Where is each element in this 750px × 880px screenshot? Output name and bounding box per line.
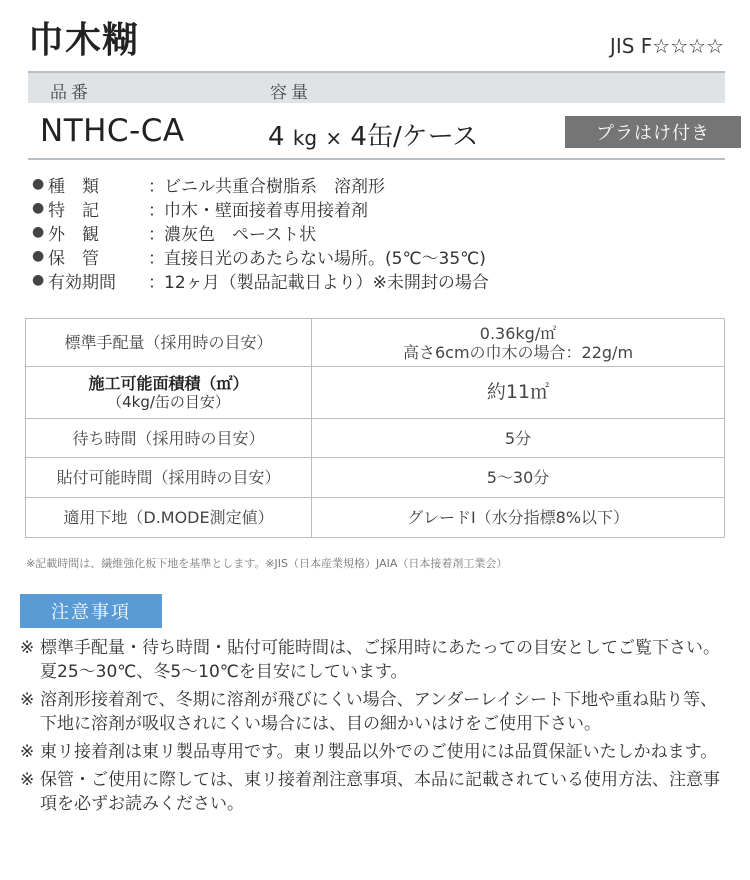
spec-list xyxy=(32,172,732,292)
table-label: 適用下地（D.MODE測定値） xyxy=(63,508,274,527)
brush-included-badge: プラはけ付き xyxy=(565,116,741,148)
spec-value: 巾木・壁面接着専用接着剤 xyxy=(164,200,368,221)
spec-value: ビニル共重合樹脂系 溶剤形 xyxy=(164,176,385,197)
table-label: 標準手配量（採用時の目安） xyxy=(64,333,273,352)
table-row xyxy=(26,419,725,458)
header-band xyxy=(28,71,725,103)
table-value-cell xyxy=(312,498,725,538)
note-text: 溶剤形接着剤で、冬期に溶剤が飛びにくい場合、アンダーレイシート下地や重ね貼り等、下地に溶剤が吸収されにくい場合には、目の細かいはけをご使用下さい。 xyxy=(40,690,718,734)
jis-rating: JIS F☆☆☆☆ xyxy=(609,34,724,58)
table-label-sub: （4kg/缶の目安） xyxy=(107,392,230,411)
capacity-times: × xyxy=(325,126,343,150)
bullet-icon: ● xyxy=(32,272,45,288)
note-text: 標準手配量・待ち時間・貼付可能時間は、ご採用時にあたっての目安としてご覧下さい。夏25～30℃、冬5～10℃を目安にしています。 xyxy=(40,638,720,682)
table-value-cell xyxy=(312,319,725,367)
bullet-icon: ● xyxy=(32,200,45,216)
note-item xyxy=(20,688,732,736)
bullet-icon: ● xyxy=(32,248,45,264)
note-text: 東リ接着剤は東リ製品専用です。東リ製品以外でのご使用には品質保証いたしかねます。 xyxy=(40,742,718,762)
spec-item xyxy=(32,172,732,196)
table-label: 待ち時間（採用時の目安） xyxy=(72,428,265,448)
spec-item xyxy=(32,244,732,268)
spec-colon: ： xyxy=(148,224,165,245)
spec-label: 特 記 xyxy=(48,200,99,221)
spec-colon: ： xyxy=(148,272,165,293)
title-row xyxy=(28,12,728,68)
spec-colon: ： xyxy=(148,200,165,221)
performance-table xyxy=(25,318,725,538)
note-mark: ※ xyxy=(20,690,35,710)
table-row xyxy=(26,319,725,367)
spec-value: 12ヶ月（製品記載日より）※未開封の場合 xyxy=(164,272,489,293)
bullet-icon: ● xyxy=(32,176,45,192)
spec-item xyxy=(32,196,732,220)
spec-value: 濃灰色 ペースト状 xyxy=(164,224,317,245)
spec-colon: ： xyxy=(148,248,165,269)
table-label: 施工可能面積積（㎡） xyxy=(88,373,249,393)
capacity-qty2: 4 xyxy=(350,122,367,152)
caution-heading: 注意事項 xyxy=(20,594,162,628)
product-title: 巾木糊 xyxy=(28,20,140,61)
table-value-cell xyxy=(312,458,725,498)
header-capacity: 容量 xyxy=(270,83,312,103)
table-label-cell xyxy=(26,419,312,458)
table-label-cell xyxy=(26,498,312,538)
table-label-cell xyxy=(26,319,312,367)
spec-colon: ： xyxy=(148,176,165,197)
table-label-cell xyxy=(26,458,312,498)
spec-value: 直接日光のあたらない場所。(5℃～35℃) xyxy=(164,248,486,269)
note-mark: ※ xyxy=(20,638,35,658)
spec-label: 有効期間 xyxy=(48,272,116,293)
table-value: 5分 xyxy=(504,428,532,448)
spec-item xyxy=(32,220,732,244)
spec-label: 保 管 xyxy=(48,248,99,269)
table-value-cell xyxy=(312,419,725,458)
table-value: 5～30分 xyxy=(486,468,550,487)
table-label: 貼付可能時間（採用時の目安） xyxy=(56,468,281,487)
product-row xyxy=(28,103,725,160)
table-value: 約11㎡ xyxy=(486,381,550,403)
table-value: 0.36kg/㎡ xyxy=(479,323,557,343)
spec-label: 外 観 xyxy=(48,224,99,245)
spec-label: 種 類 xyxy=(48,176,99,197)
table-footnote: ※記載時間は、繊維強化板下地を基準とします。※JIS（日本産業規格）JAIA（日本接着剤工業会） xyxy=(26,557,508,570)
table-label-cell xyxy=(26,367,312,419)
note-text: 保管・ご使用に際しては、東リ接着剤注意事項、本品に記載されている使用方法、注意事項を必ずお読みください。 xyxy=(40,770,720,814)
table-row xyxy=(26,367,725,419)
header-part-number: 品番 xyxy=(50,83,92,103)
capacity-unit2: 缶/ケース xyxy=(366,122,479,152)
capacity-qty1: 4 xyxy=(268,122,285,152)
product-code: NTHC-CA xyxy=(40,113,185,149)
caution-notes xyxy=(20,636,732,820)
spec-item xyxy=(32,268,732,292)
note-item xyxy=(20,740,732,764)
product-capacity xyxy=(268,116,478,153)
table-value: グレードⅠ（水分指標8%以下） xyxy=(406,508,630,527)
bullet-icon: ● xyxy=(32,224,45,240)
note-item xyxy=(20,636,732,684)
table-value-sub: 高さ6cmの巾木の場合：22g/m xyxy=(402,342,634,362)
note-item xyxy=(20,768,732,816)
table-row xyxy=(26,498,725,538)
table-value-cell xyxy=(312,367,725,419)
table-row xyxy=(26,458,725,498)
capacity-unit1: kg xyxy=(292,126,318,150)
note-mark: ※ xyxy=(20,742,35,762)
note-mark: ※ xyxy=(20,770,35,790)
